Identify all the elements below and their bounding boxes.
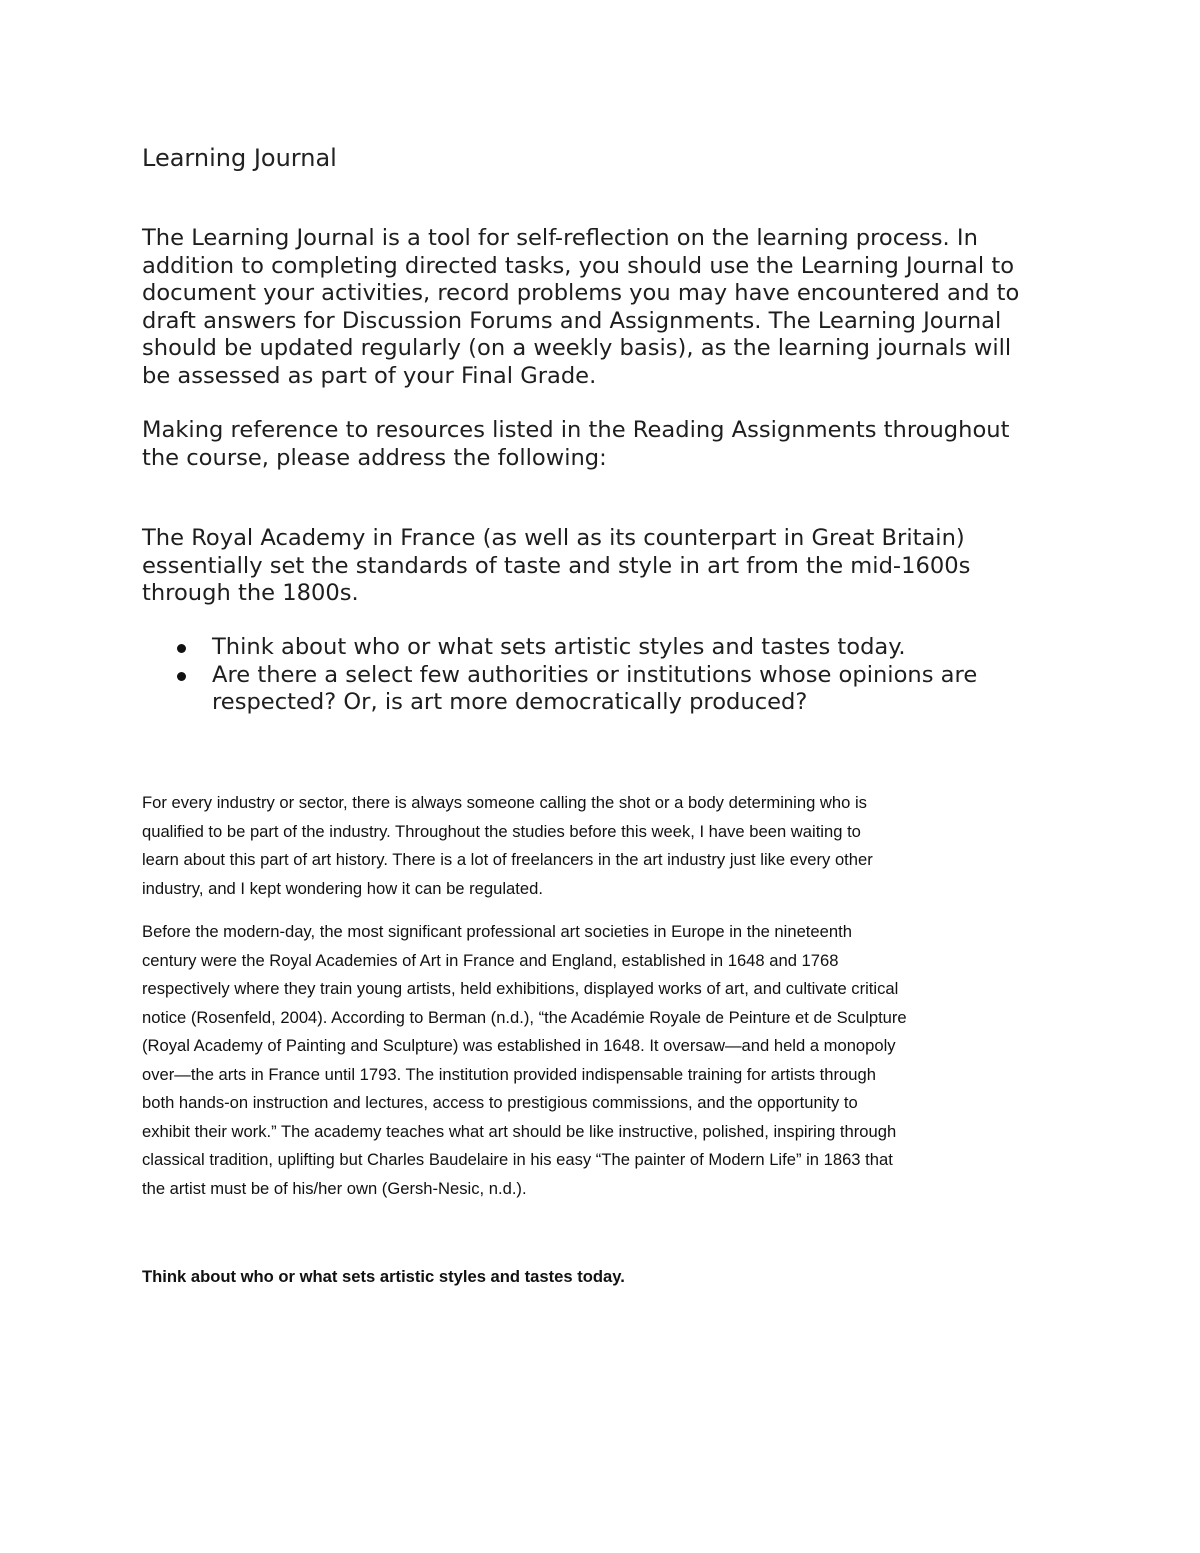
- prompt-line: essentially set the standards of taste and style in art from the mid-1600s: [142, 552, 971, 579]
- prompt-paragraph: [142, 525, 970, 608]
- prompt-line: through the 1800s.: [142, 580, 359, 607]
- instruction-paragraph: [142, 417, 1009, 472]
- bullet-line: Think about who or what sets artistic styles and tastes today.: [212, 634, 906, 660]
- answer-line: both hands-on instruction and lectures, access to prestigious commissions, and the opportunity to: [142, 1093, 858, 1112]
- bullet-line: Are there a select few authorities or institutions whose opinions are: [212, 661, 978, 688]
- intro-line: draft answers for Discussion Forums and Assignments. The Learning Journal: [142, 307, 1002, 334]
- answer-paragraph-1: [142, 789, 873, 903]
- intro-line: addition to completing directed tasks, you should use the Learning Journal to: [142, 252, 1015, 279]
- answer-line: exhibit their work.” The academy teaches what art should be like instructive, polished, inspiring through: [142, 1121, 897, 1141]
- question-bullet-list: [142, 634, 977, 717]
- answer-line: For every industry or sector, there is always someone calling the shot or a body determining who is: [142, 793, 867, 812]
- intro-paragraph: [142, 225, 1019, 391]
- bullet-item: [142, 634, 977, 662]
- answer-line: classical tradition, uplifting but Charles Baudelaire in his easy “The painter of Modern Life” in 1863 that: [142, 1150, 893, 1169]
- answer-line: learn about this part of art history. There is a lot of freelancers in the art industry just like every other: [142, 850, 873, 869]
- bold-question-heading: Think about who or what sets artistic styles and tastes today.: [142, 1267, 625, 1286]
- answer-line: industry, and I kept wondering how it can be regulated.: [142, 878, 543, 898]
- bullet-line: respected? Or, is art more democratically produced?: [212, 689, 808, 716]
- intro-line: The Learning Journal is a tool for self-reflection on the learning process. In: [142, 225, 978, 251]
- document-title: Learning Journal: [142, 144, 337, 172]
- bullet-icon: [177, 644, 186, 653]
- bullet-item: [142, 662, 977, 717]
- prompt-line: The Royal Academy in France (as well as its counterpart in Great Britain): [142, 525, 965, 551]
- answer-line: century were the Royal Academies of Art in France and England, established in 1648 and 1768: [142, 950, 839, 970]
- bullet-icon: [177, 672, 186, 681]
- answer-line: respectively where they train young artists, held exhibitions, displayed works of art, and cultivate critical: [142, 979, 899, 998]
- intro-line: document your activities, record problems you may have encountered and to: [142, 280, 1020, 307]
- answer-paragraph-2: [142, 918, 907, 1203]
- answer-line: over—the arts in France until 1793. The institution provided indispensable training for artists through: [142, 1064, 876, 1084]
- intro-line: should be updated regularly (on a weekly basis), as the learning journals will: [142, 335, 1012, 362]
- answer-line: qualified to be part of the industry. Throughout the studies before this week, I have been waiting to: [142, 821, 861, 841]
- answer-line: the artist must be of his/her own (Gersh-Nesic, n.d.).: [142, 1178, 527, 1198]
- instruction-line: the course, please address the following:: [142, 444, 607, 471]
- answer-line: notice (Rosenfeld, 2004). According to Berman (n.d.), “the Académie Royale de Peinture et de Sculpture: [142, 1007, 907, 1027]
- answer-line: Before the modern-day, the most significant professional art societies in Europe in the nineteenth: [142, 922, 852, 941]
- intro-line: be assessed as part of your Final Grade.: [142, 362, 597, 389]
- instruction-line: Making reference to resources listed in the Reading Assignments throughout: [142, 417, 1010, 443]
- answer-line: (Royal Academy of Painting and Sculpture) was established in 1648. It oversaw—and held a monopoly: [142, 1036, 896, 1055]
